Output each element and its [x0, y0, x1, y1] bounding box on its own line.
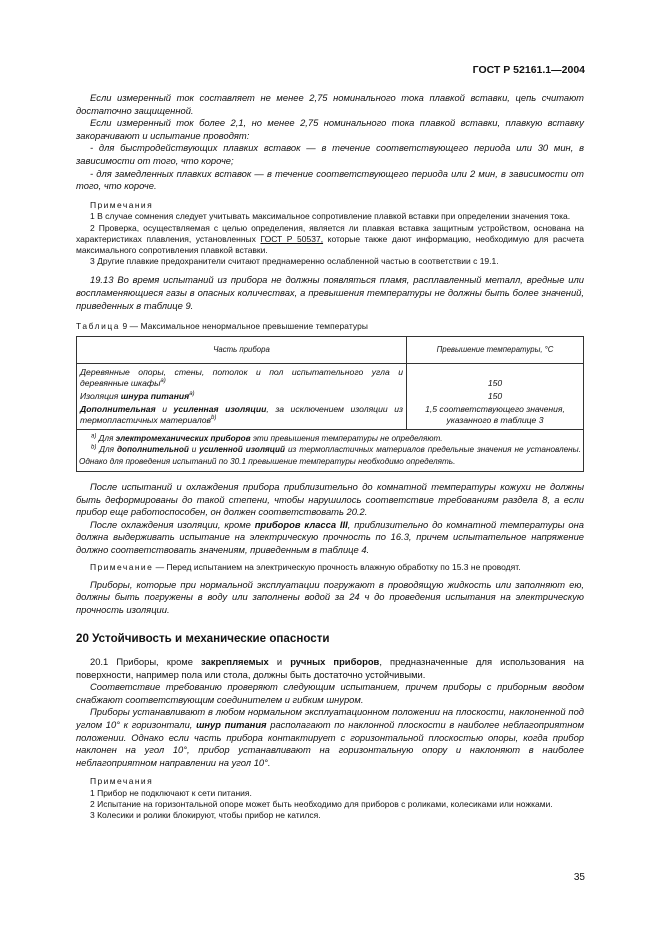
column-header: Часть прибора: [77, 336, 407, 363]
table-row: [77, 390, 584, 403]
table-cell: 150: [407, 363, 584, 390]
footnote-text-bold: электромеханических приборов: [115, 433, 251, 443]
note-item: [76, 562, 584, 573]
cell-text: Деревянные опоры, стены, потолок и пол испытательного угла и деревянные шкафы: [80, 366, 403, 388]
note-item: 1 Прибор не подключают к сети питания.: [90, 788, 252, 799]
table-cell: [77, 403, 407, 430]
table-footnotes: [77, 429, 584, 471]
paragraph: [76, 519, 584, 557]
cell-text-bold: Дополнительная: [80, 403, 156, 414]
cell-text: и: [155, 403, 174, 414]
note-item: [76, 223, 584, 257]
footnote-marker: a): [160, 377, 166, 384]
table-footnote: [79, 444, 581, 467]
standard-reference-link[interactable]: ГОСТ Р 50537,: [260, 233, 324, 244]
paragraph: [76, 706, 584, 769]
paragraph-text: , предназначенные для использования на поверхности, например пола или стола, должны быть достаточно устойчивыми.: [76, 656, 584, 680]
paragraph-text: и: [268, 656, 291, 668]
paragraph-text-bold: приборов класса III: [254, 518, 348, 530]
table-cell: [77, 363, 407, 390]
note-text: 2 Проверка, осуществляемая с целью определения, является ли плавкая вставка защитным устройством, основана на характеристиках плавления, установленных: [76, 222, 584, 244]
note-text: которые также дают информацию, необходимую для расчета максимального сопротивления плавкой вставки.: [76, 233, 584, 255]
cell-text: Изоляция: [80, 390, 121, 401]
footnote-marker: b): [211, 414, 217, 421]
paragraph: Если измеренный ток более 2,1, но менее 2,75 номинального тока плавкой вставки, плавкую вставку закорачивают и испытание проводят:: [76, 117, 584, 141]
page-body: [76, 92, 584, 822]
paragraph: Соответствие требованию проверяют следующим испытанием, причем приборы с приборным вводом снабжают соответствующим соединителем и гибким шнуром.: [76, 681, 584, 705]
cell-text-bold: усиленная изоляции: [173, 403, 267, 414]
note-text: — Перед испытанием на электрическую прочность влажную обработку по 15.3 не проводят.: [153, 561, 521, 572]
note-item: 3 Колесики и ролики блокируют, чтобы прибор не катился.: [90, 810, 321, 821]
table-caption-text: 9 — Максимальное ненормальное превышение температуры: [122, 321, 368, 332]
footnote-text-bold: усиленной изоляций: [199, 445, 286, 455]
paragraph-text: располагают по наклонной плоскости в наиболее неблагоприятном положении. Однако если часть прибора контактирует с горизонтальной плоскостью опоры, когда прибор наклонен на угол 10°, прибор устанавливают на горизонтальную опору и наклоняют в наиболее неблагоприятном направлении на угол 10°.: [76, 719, 584, 768]
paragraph-text: После охлаждения изоляции, кроме: [90, 518, 255, 530]
list-item: - для быстродействующих плавких вставок — в течение соответствующего периода или 30 мин, в зависимости от того, что короче;: [76, 142, 584, 166]
table-caption: [76, 320, 584, 333]
table-row: [77, 363, 584, 390]
table-cell: 1,5 соответствующего значения, указанного в таблице 3: [407, 403, 584, 430]
page-number: 35: [573, 872, 585, 883]
paragraph-text: , приблизительно до комнатной температуры она должна выдерживать испытание на электрическую прочность по 16.3, причем испытательное напряжение должно соответствовать значениям, приведенным в таблице 4.: [76, 518, 585, 555]
notes-heading: Примечания: [90, 199, 154, 210]
paragraph: Приборы, которые при нормальной эксплуатации погружают в проводящую жидкость или заполняют ею, должны быть погружены в воду или заполнены водой за 24 ч до проведения испытания на электрическую прочность изоляции.: [76, 578, 584, 615]
note-item: 1 В случае сомнения следует учитывать максимальное сопротивление плавкой вставки при определении значения тока.: [90, 211, 571, 222]
cell-text-bold: шнура питания: [120, 390, 190, 401]
table-footnote: [79, 433, 581, 444]
paragraph: После испытаний и охлаждения прибора приблизительно до комнатной температуры кожухи не должны быть деформированы до такой степени, чтобы нарушилось соответствие требованиям раздела 8, а если прибор еще работоспособен, он должен соответствовать 20.2.: [76, 480, 584, 518]
paragraph: Если измеренный ток составляет не менее 2,75 номинального тока плавкой вставки, цепь считают достаточно защищенной.: [76, 92, 584, 116]
section-title: 20 Устойчивость и механические опасности: [76, 631, 330, 645]
paragraph-text: 20.1 Приборы, кроме: [90, 656, 202, 668]
table-cell: 150: [407, 390, 584, 403]
footnote-text: из термопластичных материалов предельные значения не установлены. Однако для проведения испытаний по 30.1 превышение температуры необходимо определять.: [79, 445, 581, 466]
temperature-table: [76, 336, 584, 472]
footnote-marker: b): [91, 444, 97, 451]
footnote-marker: a): [189, 390, 195, 397]
note-item: 2 Испытание на горизонтальной опоре может быть необходимо для приборов с роликами, колесиками или ножками.: [90, 799, 553, 810]
table-row: [77, 403, 584, 430]
footnote-text-bold: дополнительной: [116, 445, 189, 455]
paragraph: [76, 656, 584, 681]
note-label: Примечание: [90, 561, 154, 572]
footnote-text: эти превышения температуры не определяют.: [250, 433, 443, 443]
footnote-marker: a): [91, 433, 97, 439]
footnote-text: Для: [96, 445, 117, 455]
table-caption-label: Таблица: [76, 321, 121, 332]
paragraph-text-bold: ручных приборов: [290, 656, 380, 668]
document-code-header: ГОСТ Р 52161.1—2004: [472, 64, 585, 76]
cell-text: , за исключением изоляции из термопластичных материалов: [80, 403, 403, 425]
footnote-text: Для: [96, 433, 116, 443]
clause-19-13: 19.13 Во время испытаний из прибора не должны появляться пламя, расплавленный металл, вредные или воспламеняющиеся газы в опасных количествах, а превышения температуры не должны быть более значений, приведенных в таблице 9.: [76, 274, 584, 311]
paragraph-text-bold: закрепляемых: [201, 656, 269, 668]
list-item: - для замедленных плавких вставок — в течение соответствующего периода или 2 мин, в зависимости от того, что короче.: [76, 167, 584, 192]
note-item: 3 Другие плавкие предохранители считают преднамеренно ослабленной частью в соответствии с 19.1.: [90, 256, 499, 267]
paragraph-text: Приборы устанавливают в любом нормальном эксплуатационном положении на плоскости, наклоненной под углом 10° к горизонтали,: [76, 706, 584, 731]
notes-heading: Примечания: [90, 776, 154, 787]
table-footnote-cell: [77, 429, 584, 471]
paragraph-text-bold: шнур питания: [196, 719, 267, 731]
column-header: Превышение температуры, °С: [407, 336, 584, 363]
footnote-text: и: [188, 445, 200, 455]
table-cell: [77, 390, 407, 403]
